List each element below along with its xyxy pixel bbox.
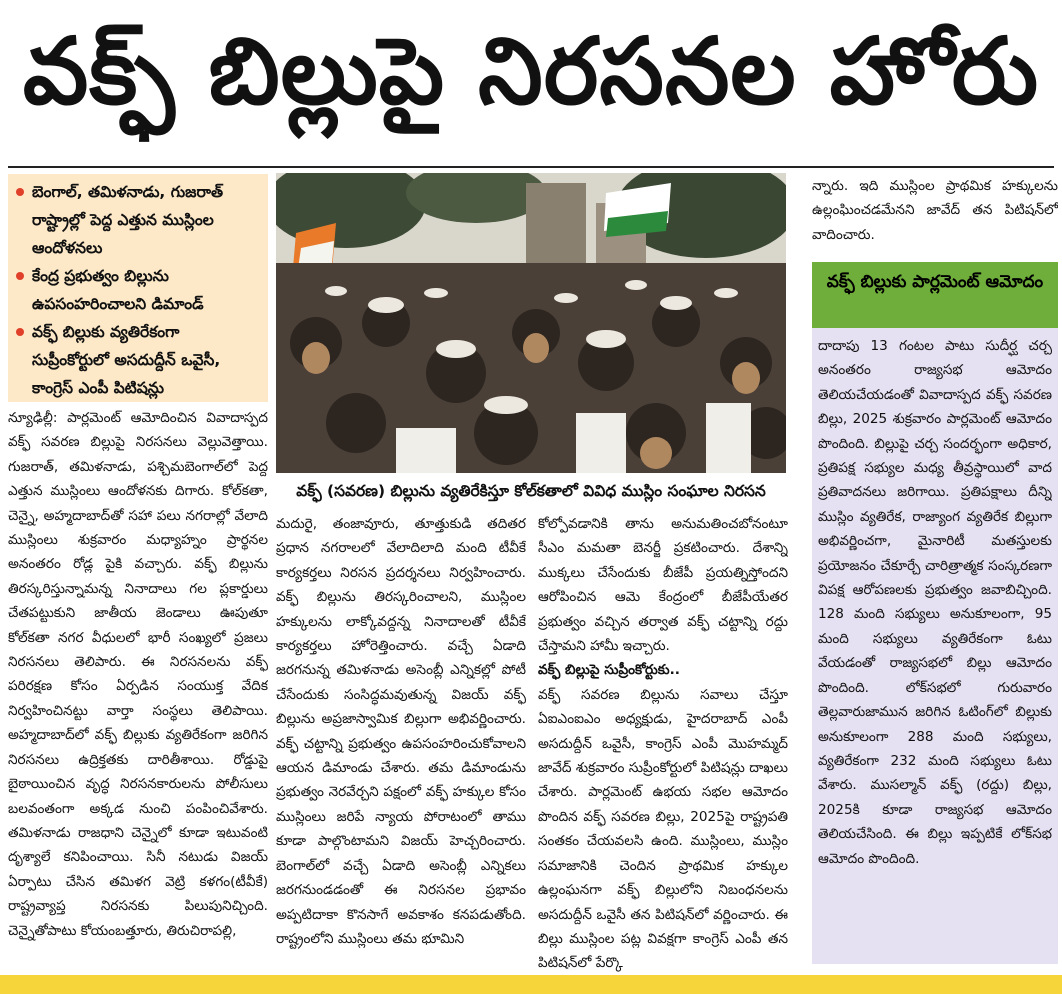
- article-column-3: [538, 512, 788, 972]
- article-text: న్నారు. ఇది ముస్లింల ప్రాథమిక హక్కులను ఉల్లంఘించడమేనని జావేద్ తన పిటిషన్‌లో వాదించారు.: [812, 178, 1058, 243]
- sidebar-box-title: వక్ఫ్ బిల్లుకు పార్లమెంట్ ఆమోదం: [812, 262, 1058, 328]
- article-column-4: [812, 174, 1058, 258]
- headline: వక్ఫ్ బిల్లుపై నిరసనల హోరు: [22, 17, 1040, 125]
- photo-caption: వక్ఫ్ (సవరణ) బిల్లును వ్యతిరేకిస్తూ కోల్‌కతాలో వివిధ ముస్లిం సంఘాల నిరసన: [296, 482, 766, 500]
- highlight-item: బెంగాల్, తమిళనాడు, గుజరాత్ రాష్ట్రాల్లో పెద్ద ఎత్తున ముస్లింల ఆందోళనలు: [16, 178, 260, 262]
- article-text: న్యూఢిల్లీ: పార్లమెంట్ ఆమోదించిన వివాదాస్పద వక్ఫ్ సవరణ బిల్లుపై నిరసనలు వెల్లువెత్తాయి. గుజరాత్, తమిళనాడు, పశ్చిమబెంగాల్‌లో పెద్ద ఎత్తున ముస్లింలు ఆందోళనకు దిగారు. కోల్‌కతా, చెన్నై, అహ్మదాబాద్‌తో సహా పలు నగరాల్లో వేలాది ముస్లింలు శుక్రవారం మధ్యాహ్నం ప్రార్థనల అనంతరం రోడ్ల పైకి వచ్చారు. వక్ఫ్ బిల్లును తిరస్కరిస్తున్నామన్న నినాదాలు గల ప్లకార్డులు చేతపట్టుకుని జాతీయ జెండాలు ఊపుతూ కోల్‌కతా నగర వీధులలో భారీ సంఖ్యలో ప్రజలు నిరసనలు తెలిపారు. ఈ నిరసనలను వక్ఫ్ పరిరక్షణ కోసం ఏర్పడిన సంయుక్త వేదిక నిర్వహించినట్టు వార్తా సంస్థలు తెలిపాయి. అహ్మదాబాద్‌లో వక్ఫ్ బిల్లుకు వ్యతిరేకంగా జరిగిన నిరసనలు ఉద్రిక్తతకు దారితీశాయి. రోడ్డుపై బైఠాయించిన వృద్ధ నిరసనకారులను పోలీసులు బలవంతంగా అక్కడ నుంచి పంపించివేశారు. తమిళనాడు రాజధాని చెన్నైలో కూడా ఇటువంటి దృశ్యాలే కనిపించాయి. సినీ నటుడు విజయ్ ఏర్పాటు చేసిన తమిళగ వెట్రి కళగం(టీవీకే) రాష్ట్రవ్యాప్త నిరసనకు పిలుపునిచ్చింది. చెన్నైతోపాటు కోయంబత్తూరు, తిరుచిరాపల్లి,: [8, 410, 268, 939]
- article-column-1: [8, 406, 268, 971]
- section-subhead: వక్ఫ్ బిల్లుపై సుప్రీంకోర్టుకు..: [538, 662, 680, 679]
- article-text: కోల్పోవడానికి తాను అనుమతించబోనంటూ సీఎం మమతా బెనర్జీ ప్రకటించారు. దేశాన్ని ముక్కలు చేసేందుకు బీజేపీ ప్రయత్నిస్తోందని ఆరోపించిన ఆమె కేంద్రంలో బీజేపీయేతర ప్రభుత్వం వచ్చిన తర్వాత వక్ఫ్ చట్టాన్ని రద్దు చేస్తామని హామీ ఇచ్చారు.: [538, 516, 788, 655]
- sidebar-box-body: [818, 334, 1052, 962]
- highlight-item: వక్ఫ్ బిల్లుకు వ్యతిరేకంగా సుప్రీంకోర్టులో అసదుద్దీన్ ఒవైసీ, కాంగ్రెస్ ఎంపీ పిటిషన్లు: [16, 318, 260, 402]
- article-text: వక్ఫ్ సవరణ బిల్లును సవాలు చేస్తూ ఏఐఎంఐఎం అధ్యక్షుడు, హైదరాబాద్ ఎంపీ అసదుద్దీన్ ఒవైసీ, కాంగ్రెస్ ఎంపీ మొహమ్మద్ జావేద్ శుక్రవారం సుప్రీంకోర్టులో పిటిషన్లు దాఖలు చేశారు. పార్లమెంట్ ఉభయ సభల ఆమోదం పొందిన వక్ఫ్ సవరణ బిల్లు, 2025పై రాష్ట్రపతి సంతకం చేయవలసి ఉంది. ముస్లింలు, ముస్లిం సమాజానికి చెందిన ప్రాథమిక హక్కుల ఉల్లంఘనగా వక్ఫ్ బిల్లులోని నిబంధనలను అసదుద్దీన్ ఒవైసీ తన పిటిషన్‌లో వర్ణించారు. ఈ బిల్లు ముస్లింల పట్ల వివక్షగా కాంగ్రెస్ ఎంపీ తన పిటిషన్‌లో పేర్కొ: [538, 686, 788, 972]
- article-text: మదురై, తంజావూరు, తూత్తుకుడి తదితర ప్రధాన నగరాలలో వేలాదిలాది మంది టీవీకే కార్యకర్తలు నిరసన ప్రదర్శనలు నిర్వహించారు. వక్ఫ్ బిల్లును తిరస్కరించాలని, ముస్లింల హక్కులను లాక్కోవద్దన్న నినాదాలతో టీవీకే కార్యకర్తలు హోరెత్తించారు. వచ్చే ఏడాది జరగనున్న తమిళనాడు అసెంబ్లీ ఎన్నికల్లో పోటీ చేసేందుకు సంసిద్ధమవుతున్న విజయ్ వక్ఫ్ బిల్లును అప్రజాస్వామిక బిల్లుగా అభివర్ణించారు. వక్ఫ్ చట్టాన్ని ప్రభుత్వం ఉపసంహరించుకోవాలని ఆయన డిమాండు చేశారు. తమ డిమాండును ప్రభుత్వం నెరవేర్చని పక్షంలో వక్ఫ్ హక్కుల కోసం ముస్లింలు జరిపే న్యాయ పోరాటంలో తాము కూడా పాల్గొంటామని విజయ్ హెచ్చరించారు. బెంగాల్‌లో వచ్చే ఏడాది అసెంబ్లీ ఎన్నికలు జరగనుండడంతో ఈ నిరసనల ప్రభావం అప్పటిదాకా కొనసాగే అవకాశం కనపడుతోంది. రాష్ట్రంలోని ముస్లింలు తమ భూమిని: [276, 516, 526, 947]
- protest-photo-image: [276, 173, 786, 473]
- highlights-box: [8, 174, 268, 402]
- highlight-item: కేంద్ర ప్రభుత్వం బిల్లును ఉపసంహరించాలని డిమాండ్: [16, 262, 260, 318]
- bottom-strip: [0, 975, 1062, 994]
- protest-photo: [276, 173, 786, 473]
- headline-rule: [8, 166, 1054, 168]
- article-text: దాదాపు 13 గంటల పాటు సుదీర్ఘ చర్చ అనంతరం రాజ్యసభ ఆమోదం తెలియచేయడంతో వివాదాస్పద వక్ఫ్ సవరణ బిల్లు, 2025 శుక్రవారం పార్లమెంట్ ఆమోదం పొందింది. బిల్లుపై చర్చ సందర్భంగా అధికార, ప్రతిపక్ష సభ్యుల మధ్య తీవ్రస్థాయిలో వాద ప్రతివాదనలు జరిగాయి. ప్రతిపక్షాలు దీన్ని ముస్లిం వ్యతిరేక, రాజ్యాంగ వ్యతిరేక బిల్లుగా అభివర్ణించగా, మైనారిటీ మతస్తులకు ప్రయోజనం చేకూర్చే చారిత్రాత్మక సంస్కరణగా విపక్ష ఆరోపణలకు ప్రభుత్వం జవాబిచ్చింది. 128 మంది సభ్యులు అనుకూలంగా, 95 మంది సభ్యులు వ్యతిరేకంగా ఓటు వేయడంతో రాజ్యసభలో బిల్లు ఆమోదం పొందింది. లోక్‌సభలో గురువారం తెల్లవారుజామున జరిగిన ఓటింగ్‌లో బిల్లుకు అనుకూలంగా 288 మంది సభ్యులు, వ్యతిరేకంగా 232 మంది సభ్యులు ఓటు వేశారు. ముసల్మాన్ వక్ఫ్ (రద్దు) బిల్లు, 2025కి కూడా రాజ్యసభ ఆమోదం తెలియచేసింది. ఈ బిల్లు ఇప్పటికే లోక్‌సభ ఆమోదం పొందింది.: [818, 338, 1052, 867]
- article-column-2: [276, 512, 526, 972]
